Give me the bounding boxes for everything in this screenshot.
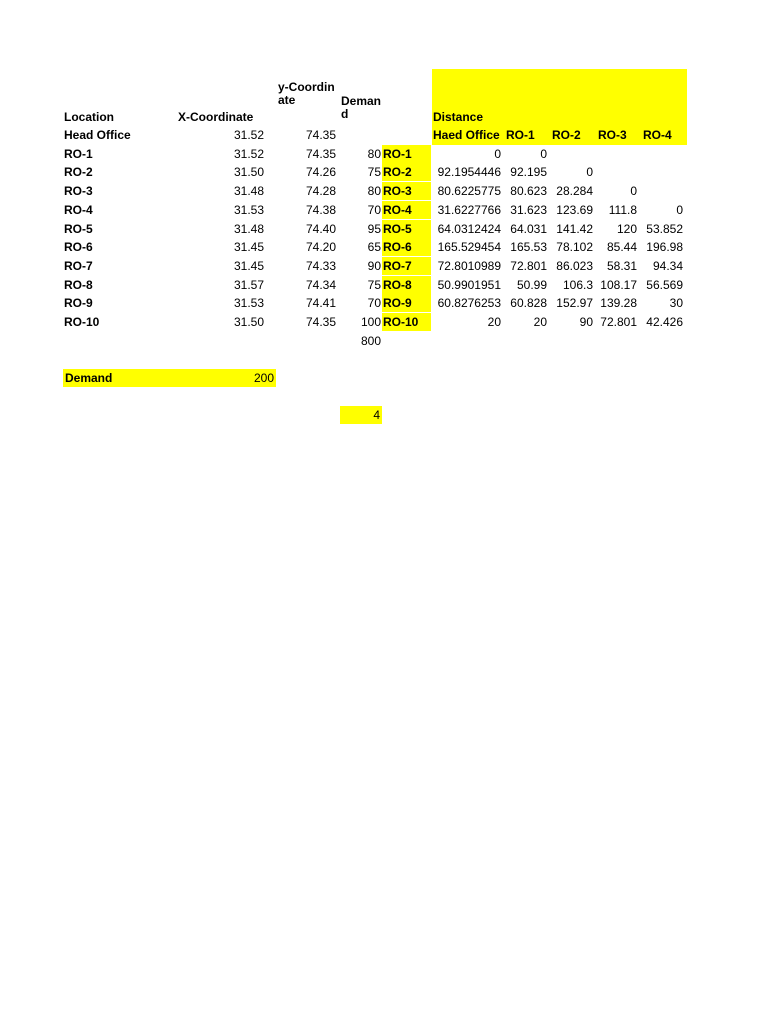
cell-y-coordinate[interactable]: 74.38 — [305, 203, 336, 217]
cell-location[interactable]: RO-9 — [64, 296, 93, 310]
cell-ro-label[interactable]: RO-10 — [382, 313, 431, 331]
cell-demand[interactable]: 100 — [360, 315, 381, 329]
cell-distance[interactable]: 50.9901951 — [437, 278, 501, 292]
cell-distance[interactable]: 90 — [579, 315, 593, 329]
cell-demand[interactable]: 80 — [367, 184, 381, 198]
cell-distance[interactable] — [552, 145, 593, 163]
cell-distance[interactable]: 196.98 — [646, 240, 683, 254]
cell-distance[interactable]: 0 — [630, 184, 637, 198]
cell-distance[interactable]: 60.828 — [510, 296, 547, 310]
cell-distance[interactable]: 80.6225775 — [437, 184, 501, 198]
header-y-coordinate[interactable]: y-Coordinate — [278, 80, 335, 107]
cell-location[interactable]: RO-1 — [64, 147, 93, 161]
cell-distance[interactable]: 20 — [533, 315, 547, 329]
cell-x-coordinate[interactable]: 31.48 — [233, 222, 264, 236]
cell-distance[interactable]: 92.195 — [510, 165, 547, 179]
dist-col-ro-2[interactable]: RO-2 — [552, 128, 581, 142]
cell-distance[interactable]: 78.102 — [556, 240, 593, 254]
cell-ro-label[interactable]: RO-4 — [382, 201, 431, 219]
cell-distance[interactable]: 72.801 — [510, 259, 547, 273]
cell-distance[interactable]: 72.8010989 — [437, 259, 501, 273]
extra-value[interactable]: 4 — [340, 406, 382, 424]
cell-ro-label[interactable]: RO-2 — [382, 163, 431, 181]
cell-distance[interactable]: 120 — [616, 222, 637, 236]
cell-ro-label[interactable]: RO-6 — [382, 238, 431, 256]
cell-location[interactable]: RO-5 — [64, 222, 93, 236]
cell-distance[interactable]: 165.53 — [510, 240, 547, 254]
cell-distance[interactable] — [643, 163, 683, 181]
cell-distance[interactable]: 64.0312424 — [437, 222, 501, 236]
cell-y-coordinate[interactable]: 74.34 — [305, 278, 336, 292]
cell-distance[interactable]: 28.284 — [556, 184, 593, 198]
cell-distance[interactable]: 141.42 — [556, 222, 593, 236]
cell-location[interactable]: RO-8 — [64, 278, 93, 292]
cell-location[interactable]: RO-7 — [64, 259, 93, 273]
cell-ro-label[interactable]: RO-9 — [382, 294, 431, 312]
cell-distance[interactable]: 106.3 — [562, 278, 593, 292]
cell-distance[interactable]: 86.023 — [556, 259, 593, 273]
header-distance[interactable]: Distance — [433, 110, 484, 124]
cell-x-coordinate[interactable]: 31.52 — [233, 147, 264, 161]
cell-y-coordinate[interactable]: 74.33 — [305, 259, 336, 273]
cell-demand[interactable]: 70 — [367, 203, 381, 217]
cell-distance[interactable]: 165.529454 — [437, 240, 501, 254]
cell-location[interactable]: Head Office — [64, 128, 131, 142]
cell-y-coordinate[interactable]: 74.26 — [305, 165, 336, 179]
cell-distance[interactable]: 58.31 — [606, 259, 637, 273]
cell-x-coordinate[interactable]: 31.50 — [233, 315, 264, 329]
cell-demand[interactable]: 75 — [367, 165, 381, 179]
cell-distance[interactable]: 0 — [494, 147, 501, 161]
cell-demand[interactable]: 90 — [367, 259, 381, 273]
cell-ro-label[interactable]: RO-5 — [382, 220, 431, 238]
cell-distance[interactable]: 53.852 — [646, 222, 683, 236]
cell-distance[interactable]: 152.97 — [556, 296, 593, 310]
cell-distance[interactable]: 30 — [669, 296, 683, 310]
cell-location[interactable]: RO-10 — [64, 315, 100, 329]
cell-distance[interactable]: 50.99 — [516, 278, 547, 292]
demand-total[interactable]: 800 — [360, 334, 381, 348]
cell-distance[interactable] — [643, 182, 683, 200]
cell-ro-label[interactable]: RO-1 — [382, 145, 431, 163]
cell-distance[interactable]: 94.34 — [652, 259, 683, 273]
dist-col-head-office[interactable]: Haed Office — [433, 128, 500, 142]
cell-y-coordinate[interactable]: 74.35 — [305, 128, 336, 142]
cell-distance[interactable]: 0 — [676, 203, 683, 217]
cell-distance[interactable]: 0 — [540, 147, 547, 161]
cell-demand[interactable]: 75 — [367, 278, 381, 292]
cell-distance[interactable]: 20 — [487, 315, 501, 329]
cell-y-coordinate[interactable]: 74.35 — [305, 147, 336, 161]
dist-col-ro-3[interactable]: RO-3 — [598, 128, 627, 142]
cell-y-coordinate[interactable]: 74.40 — [305, 222, 336, 236]
dist-col-ro-4[interactable]: RO-4 — [643, 128, 672, 142]
cell-x-coordinate[interactable]: 31.52 — [233, 128, 264, 142]
cell-location[interactable]: RO-4 — [64, 203, 93, 217]
cell-demand[interactable]: 80 — [367, 147, 381, 161]
cell-x-coordinate[interactable]: 31.53 — [233, 203, 264, 217]
cell-y-coordinate[interactable]: 74.41 — [305, 296, 336, 310]
cell-distance[interactable]: 64.031 — [510, 222, 547, 236]
cell-x-coordinate[interactable]: 31.48 — [233, 184, 264, 198]
cell-demand[interactable]: 70 — [367, 296, 381, 310]
cell-demand[interactable]: 65 — [367, 240, 381, 254]
cell-distance[interactable]: 0 — [586, 165, 593, 179]
cell-distance[interactable]: 72.801 — [600, 315, 637, 329]
cell-demand[interactable]: 95 — [367, 222, 381, 236]
cell-x-coordinate[interactable]: 31.45 — [233, 240, 264, 254]
header-demand[interactable]: Demand — [341, 94, 382, 121]
demand-label[interactable]: Demand — [63, 369, 178, 387]
cell-distance[interactable]: 60.8276253 — [437, 296, 501, 310]
cell-distance[interactable]: 108.17 — [600, 278, 637, 292]
cell-ro-label[interactable]: RO-3 — [382, 182, 431, 200]
cell-x-coordinate[interactable]: 31.45 — [233, 259, 264, 273]
cell-ro-label[interactable]: RO-8 — [382, 276, 431, 294]
cell-y-coordinate[interactable]: 74.28 — [305, 184, 336, 198]
cell-distance[interactable]: 85.44 — [606, 240, 637, 254]
cell-distance[interactable]: 123.69 — [556, 203, 593, 217]
cell-ro-label[interactable]: RO-7 — [382, 257, 431, 275]
cell-distance[interactable]: 111.8 — [608, 203, 637, 217]
cell-distance[interactable]: 31.6227766 — [437, 203, 501, 217]
cell-distance[interactable]: 31.623 — [510, 203, 547, 217]
header-x-coordinate[interactable]: X-Coordinate — [178, 110, 254, 124]
cell-distance[interactable]: 42.426 — [646, 315, 683, 329]
cell-x-coordinate[interactable]: 31.57 — [233, 278, 264, 292]
header-location[interactable]: Location — [64, 110, 114, 124]
cell-distance[interactable] — [598, 163, 637, 181]
cell-distance[interactable]: 56.569 — [646, 278, 683, 292]
cell-distance[interactable]: 92.1954446 — [437, 165, 501, 179]
cell-distance[interactable]: 80.623 — [510, 184, 547, 198]
cell-location[interactable]: RO-6 — [64, 240, 93, 254]
cell-distance[interactable]: 139.28 — [600, 296, 637, 310]
cell-x-coordinate[interactable]: 31.50 — [233, 165, 264, 179]
dist-col-ro-1[interactable]: RO-1 — [506, 128, 535, 142]
cell-y-coordinate[interactable]: 74.20 — [305, 240, 336, 254]
cell-x-coordinate[interactable]: 31.53 — [233, 296, 264, 310]
cell-distance[interactable] — [643, 145, 683, 163]
cell-location[interactable]: RO-3 — [64, 184, 93, 198]
cell-distance[interactable] — [598, 145, 637, 163]
cell-y-coordinate[interactable]: 74.35 — [305, 315, 336, 329]
demand-value[interactable]: 200 — [178, 369, 276, 387]
cell-location[interactable]: RO-2 — [64, 165, 93, 179]
